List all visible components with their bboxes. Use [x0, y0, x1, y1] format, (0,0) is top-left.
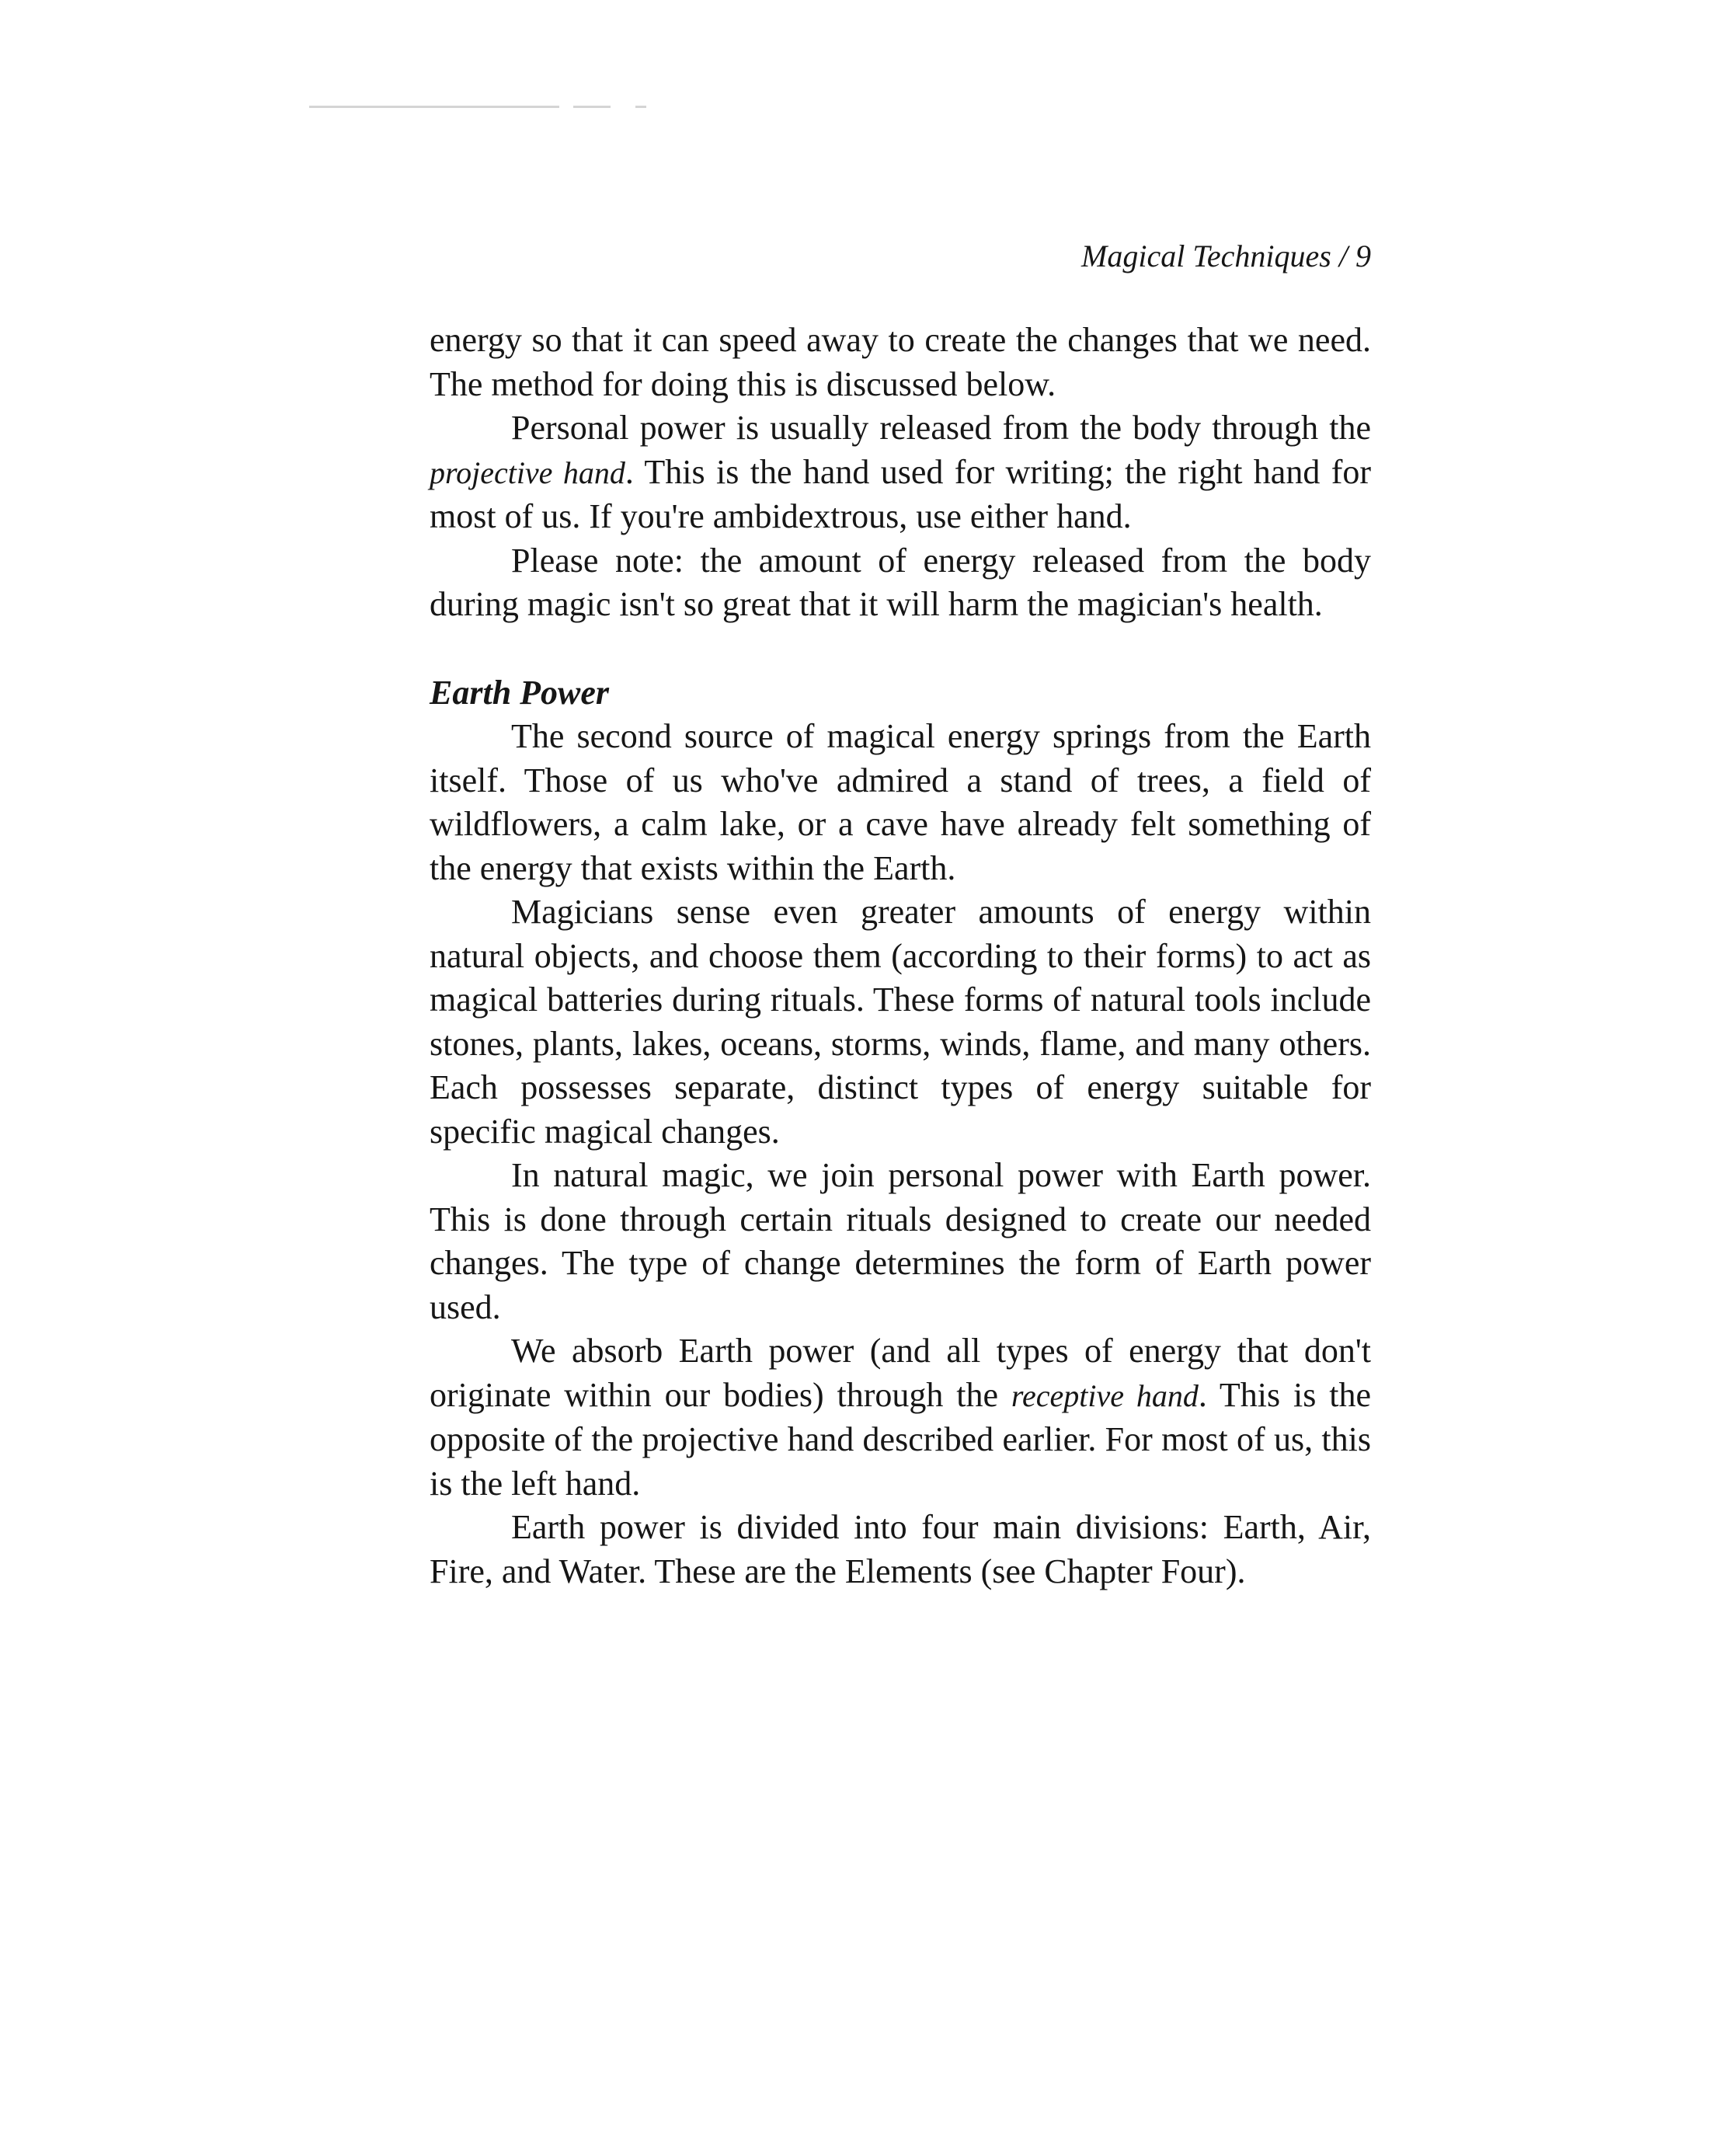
paragraph-natural-magic: In natural magic, we join personal power with Earth power. This is done through certain rituals designed to create our needed changes. The type of change determines the form of Earth power used. — [430, 1156, 1371, 1326]
paragraph-please-note: Please note: the amount of energy released from the body during magic isn't so great that it will harm the magician's health. — [430, 541, 1371, 623]
paragraph-text: . This is the opposite of the projective hand described earlier. For most of us, this is the left hand. — [430, 1375, 1371, 1503]
emphasis-receptive-hand: receptive hand — [1011, 1378, 1199, 1413]
paragraph-earth-source: The second source of magical energy springs from the Earth itself. Those of us who've admired a stand of trees, a field of wildflowers, a calm lake, or a cave have already felt something of the energy that exists within the Earth. — [430, 717, 1371, 887]
page-body — [430, 319, 1371, 1593]
scan-artifact-line — [573, 106, 611, 108]
paragraph-magicians: Magicians sense even greater amounts of energy within natural objects, and choose them (according to their forms) to act as magical batteries during rituals. These forms of natural tools include stones, plants, lakes, oceans, storms, winds, flame, and many others. Each possesses separate, distinct types of energy suitable for specific magical changes. — [430, 893, 1371, 1151]
running-head-separator: / — [1338, 239, 1348, 273]
running-head-title: Magical Techniques — [1081, 239, 1331, 273]
running-head — [1081, 233, 1371, 280]
section-heading-earth-power: Earth Power — [430, 673, 610, 712]
emphasis-projective-hand: projective hand — [430, 455, 625, 490]
scan-artifact-line — [635, 106, 646, 108]
page-number: 9 — [1355, 239, 1371, 273]
paragraph-text: Personal power is usually released from the body through the — [511, 409, 1371, 447]
paragraph-text: . This is the hand used for writing; the right hand for most of us. If you're ambidextrous, use either hand. — [430, 452, 1372, 535]
scan-artifact-line — [309, 106, 559, 108]
paragraph-personal-power — [430, 406, 1371, 539]
paragraph-elements: Earth power is divided into four main divisions: Earth, Air, Fire, and Water. These are the Elements (see Chapter Four). — [430, 1508, 1371, 1590]
paragraph-text: We absorb Earth power (and all types of energy that don't originate within our bodies) through the — [430, 1332, 1371, 1414]
paragraph-receptive-hand — [430, 1329, 1371, 1506]
paragraph-continuation: energy so that it can speed away to create the changes that we need. The method for doing this is discussed below. — [430, 321, 1371, 403]
